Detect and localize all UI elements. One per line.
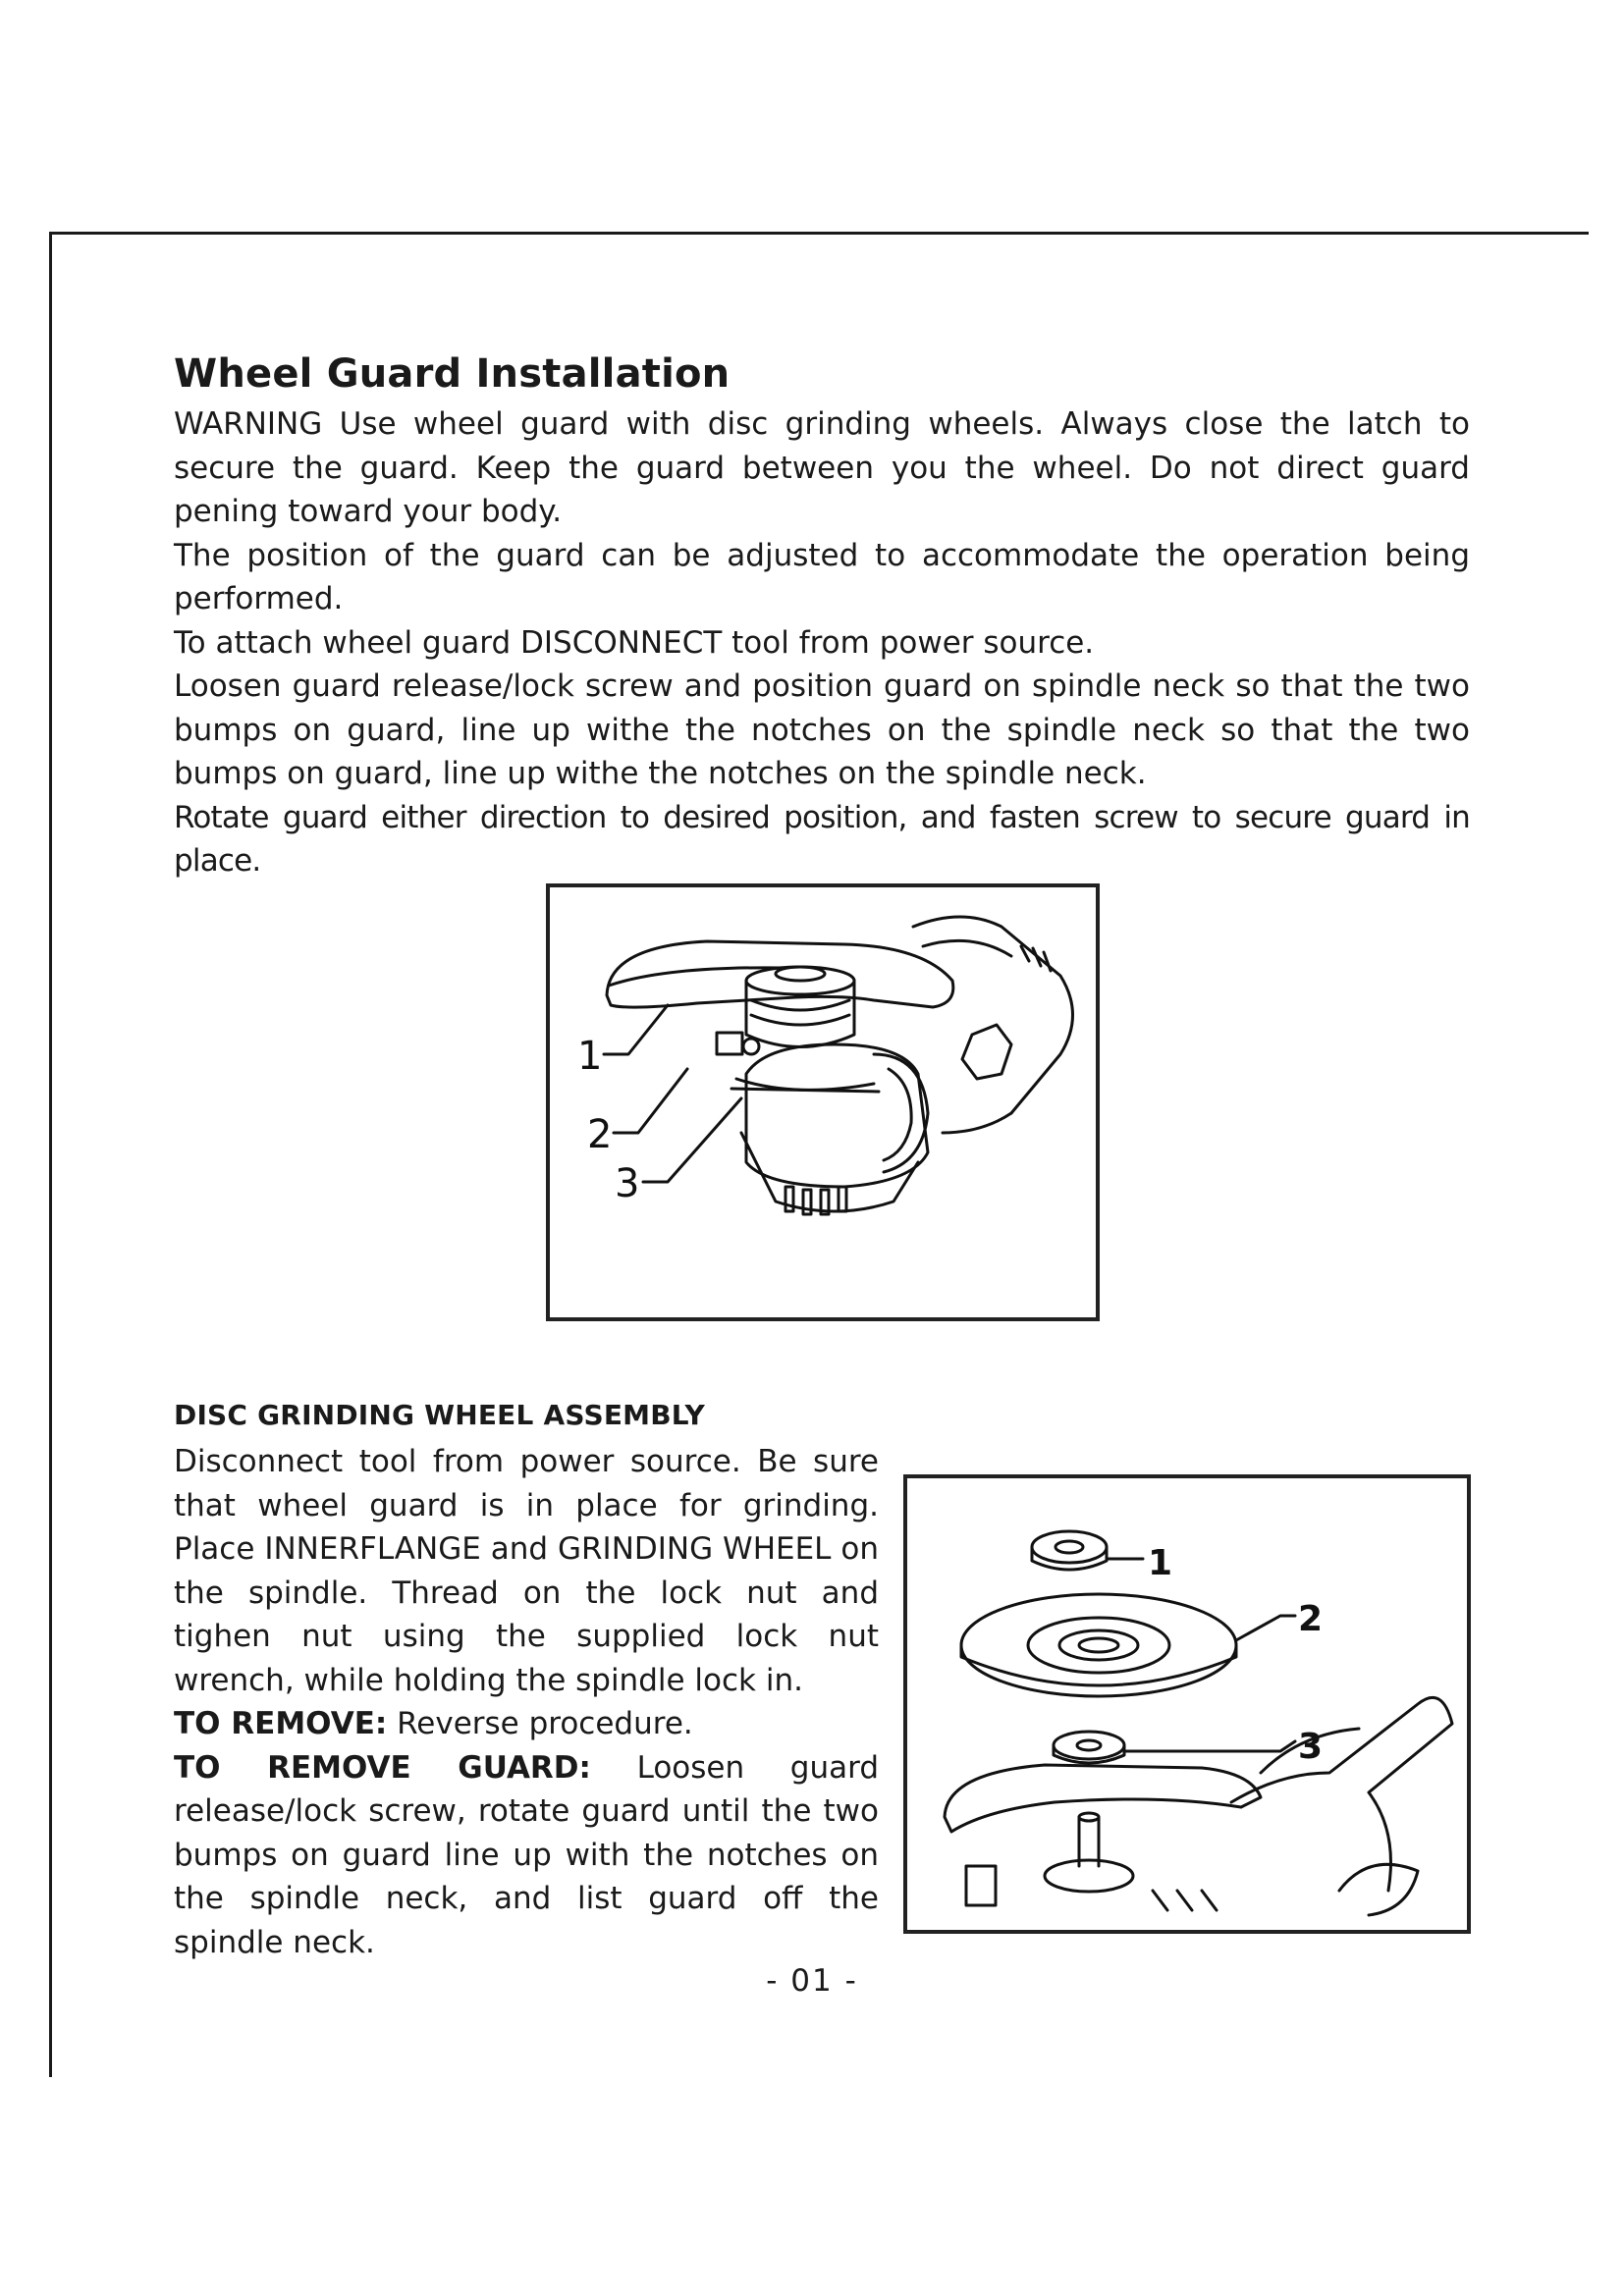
- page-title: Wheel Guard Installation: [174, 351, 731, 397]
- page-number: - 01 -: [766, 1963, 858, 1999]
- attach-paragraph: To attach wheel guard DISCONNECT tool from power source.: [174, 624, 1095, 661]
- figure1-label-1: 1: [577, 1034, 603, 1079]
- assembly-heading: DISC GRINDING WHEEL ASSEMBLY: [174, 1399, 705, 1431]
- remove-guard-text: Loosen guard release/lock screw, rotate guard until the two bumps on guard line up with the notches on the spindle neck, and list guard off the spindle neck.: [174, 1749, 879, 1960]
- rotate-paragraph: Rotate guard either direction to desired position, and fasten screw to secure guard in place.: [174, 799, 1470, 879]
- warning-paragraph: WARNING Use wheel guard with disc grinding wheels. Always close the latch to secure the guard. Keep the guard between you the wheel. Do not direct guard pening toward your body.: [174, 406, 1470, 529]
- wheel-assembly-figure: [903, 1474, 1471, 1934]
- assembly-instructions: [174, 1440, 879, 1964]
- remove-guard-paragraph: [174, 1746, 879, 1965]
- guard-instructions: [174, 402, 1470, 883]
- top-rule: [49, 232, 1589, 235]
- figure2-label-2: 2: [1298, 1599, 1324, 1639]
- remove-paragraph: [174, 1702, 879, 1746]
- figure2-label-1: 1: [1148, 1543, 1173, 1583]
- loosen-paragraph: Loosen guard release/lock screw and position guard on spindle neck so that the two bumps on guard, line up withe the notches on the spindle neck so that the two bumps on guard, line up withe the notches on the spindle neck.: [174, 668, 1470, 791]
- assembly-intro: Disconnect tool from power source. Be sure that wheel guard is in place for grinding. Place INNERFLANGE and GRINDING WHEEL on the spindle. Thread on the lock nut and tighen nut using the supplied lock nut wrench, while holding the spindle lock in.: [174, 1444, 879, 1698]
- remove-text: Reverse procedure.: [397, 1706, 693, 1741]
- wheel-guard-figure: [546, 883, 1100, 1321]
- adjust-paragraph: The position of the guard can be adjusted to accommodate the operation being performed.: [174, 537, 1470, 616]
- figure1-label-3: 3: [615, 1161, 640, 1206]
- grinder-guard-illustration: [550, 887, 1096, 1317]
- left-rule: [49, 232, 52, 2077]
- remove-guard-label: TO REMOVE GUARD:: [174, 1749, 591, 1786]
- wheel-assembly-illustration: [907, 1478, 1467, 1930]
- figure1-label-2: 2: [587, 1112, 613, 1157]
- remove-label: TO REMOVE:: [174, 1706, 388, 1741]
- figure2-label-3: 3: [1298, 1727, 1324, 1767]
